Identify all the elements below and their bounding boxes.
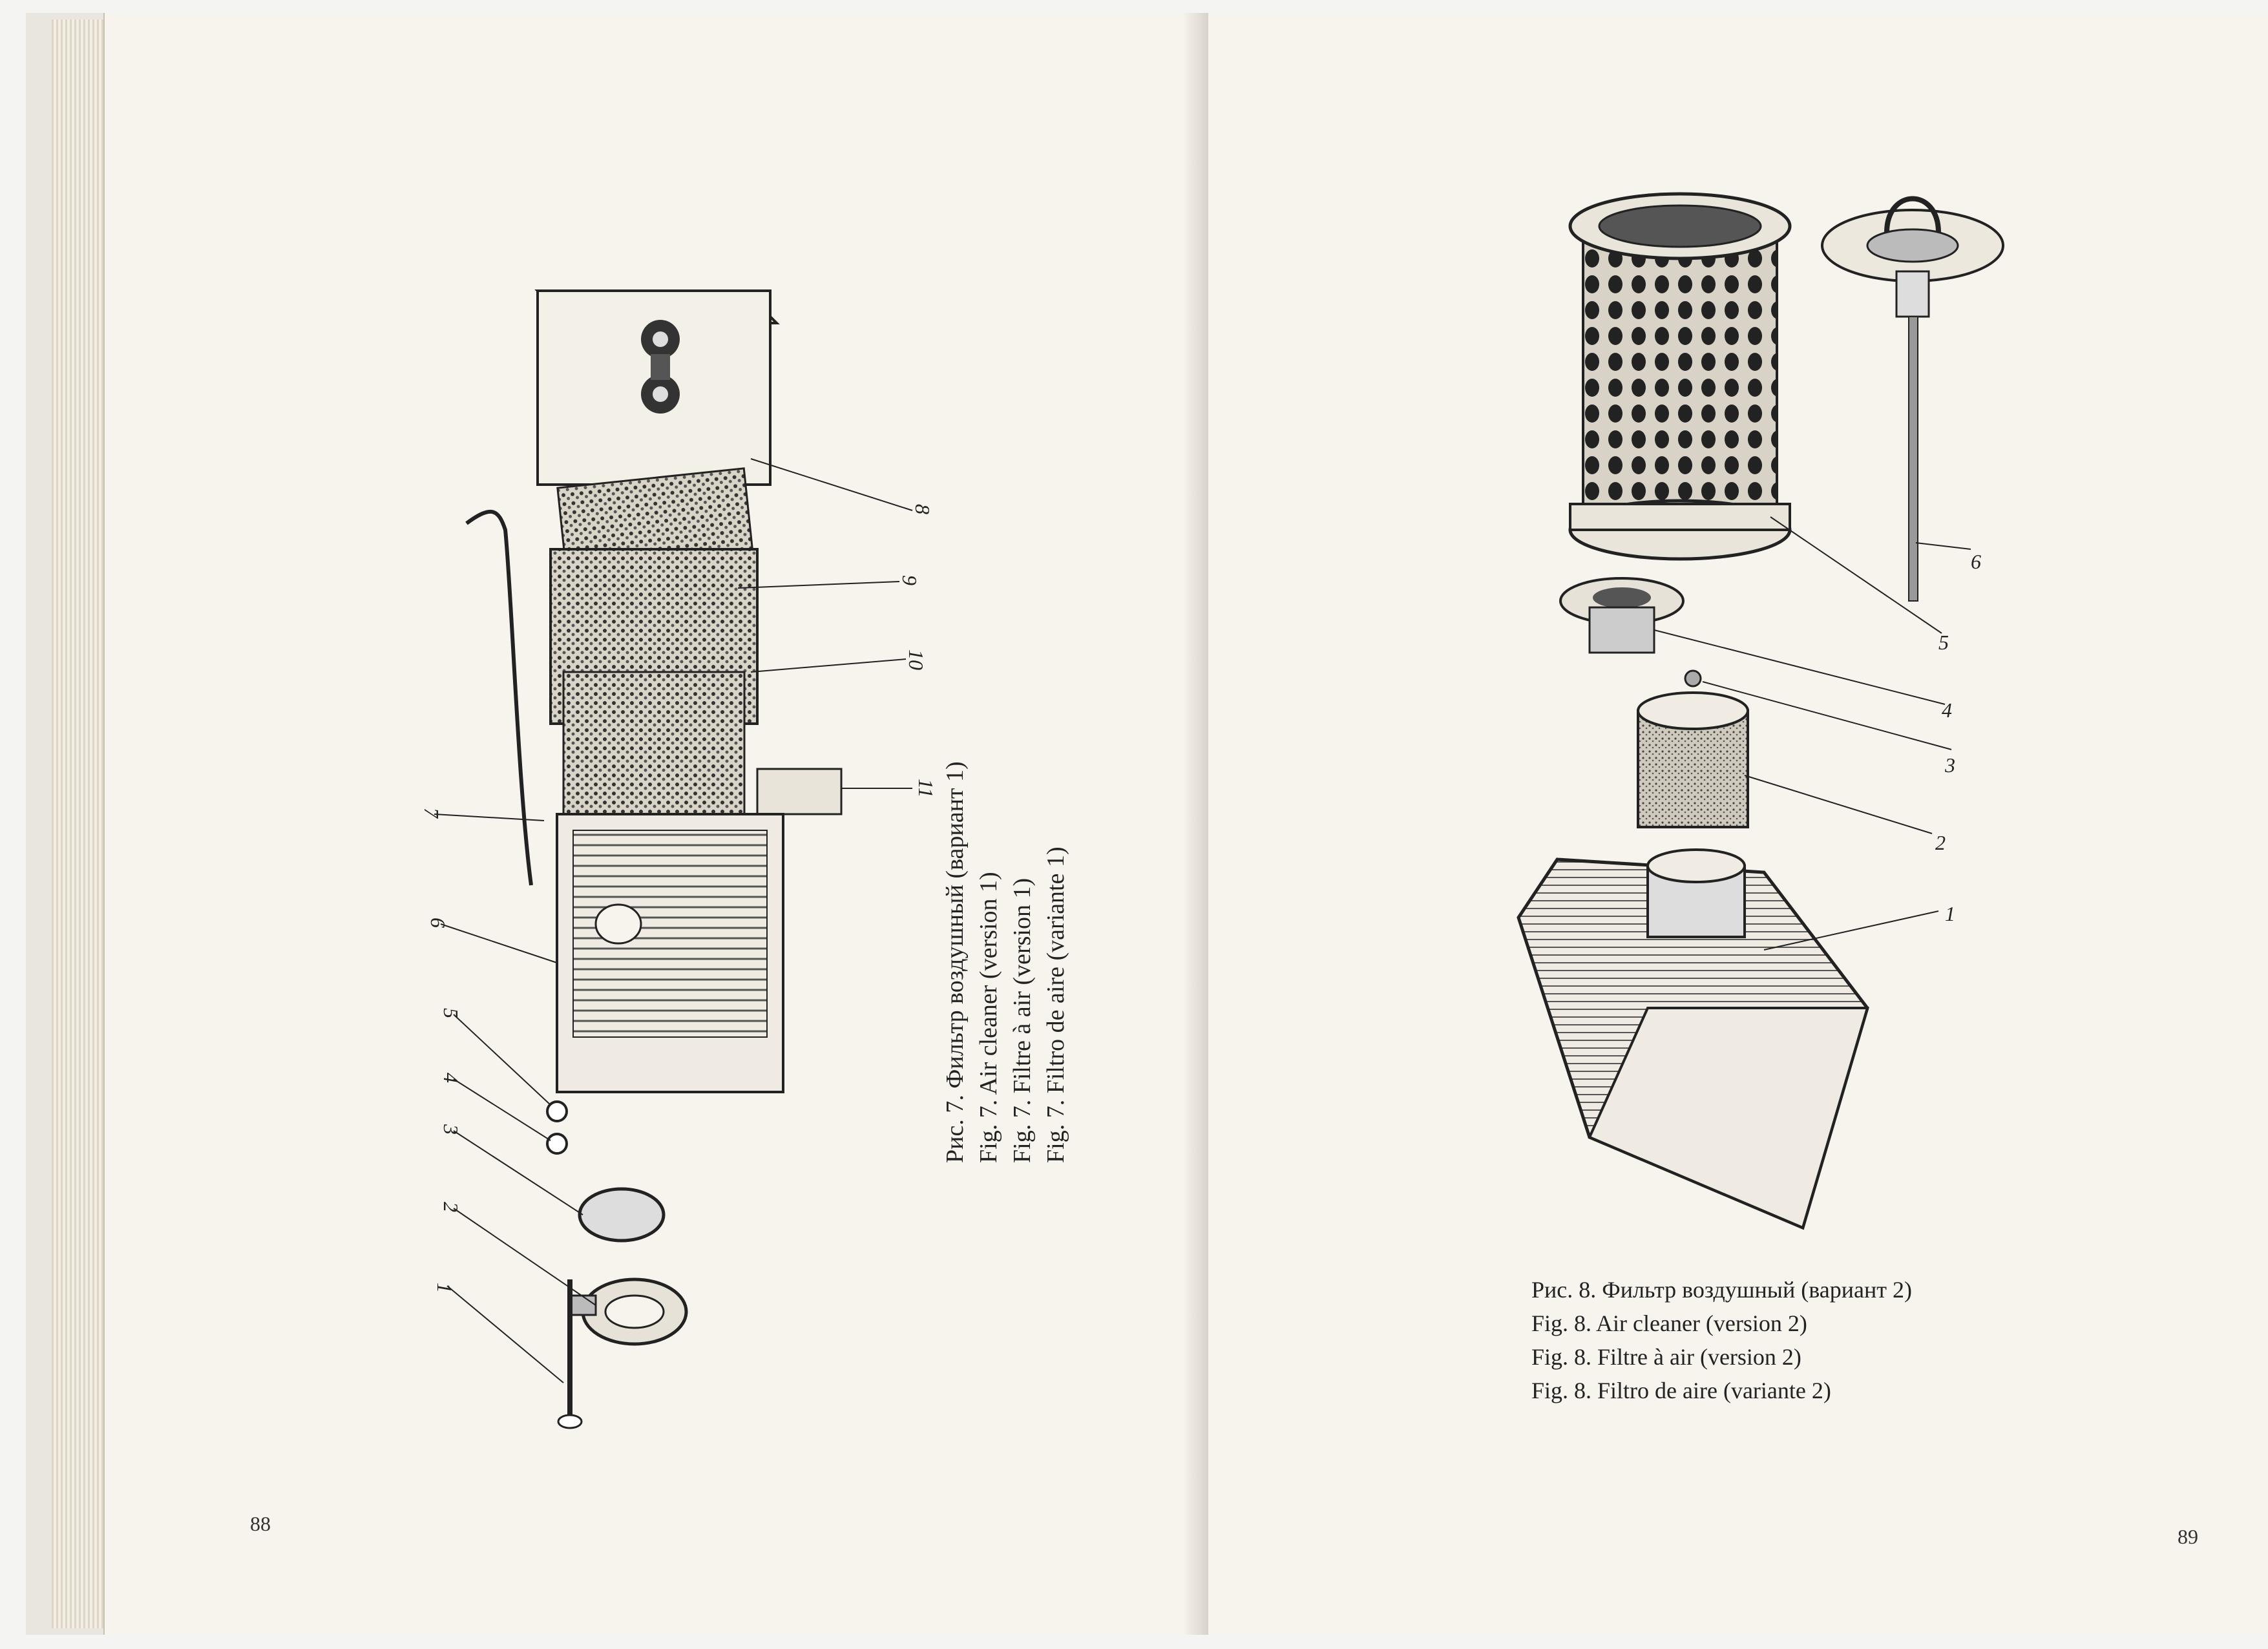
- fig8-label-1: 1: [1945, 902, 1955, 925]
- fig8-caption-ru: Рис. 8. Фильтр воздушный (вариант 2): [1531, 1277, 1912, 1303]
- part-2-sleeve: [1638, 693, 1748, 827]
- right-page: [1208, 13, 2268, 1635]
- fig8-caption-en: Fig. 8. Air cleaner (version 2): [1531, 1310, 1807, 1336]
- fig7-label-5: 5: [439, 1008, 463, 1018]
- fig8-label-4: 4: [1942, 698, 1952, 722]
- fig8-caption-es: Fig. 8. Filtro de aire (variante 2): [1531, 1378, 1831, 1403]
- fig7-label-3: 3: [439, 1124, 463, 1135]
- fig8-label-2: 2: [1935, 831, 1946, 854]
- fig8-caption: [1531, 1273, 1912, 1407]
- part-8-cover: [538, 291, 777, 485]
- part-11-bar: [757, 769, 841, 814]
- fig7-label-7: 7: [420, 808, 443, 818]
- left-page: [103, 13, 1210, 1635]
- part-4-washer: [547, 1134, 567, 1153]
- fig7-caption-es: Fig. 7. Filtro de aire (variante 1): [1042, 846, 1069, 1163]
- fig7-caption-en: Fig. 7. Air cleaner (version 1): [975, 872, 1002, 1163]
- fig7-label-11: 11: [914, 779, 938, 798]
- fig8-label-5: 5: [1938, 631, 1949, 654]
- fig8-caption-fr: Fig. 8. Filtre à air (version 2): [1531, 1344, 1801, 1370]
- fig7-label-10: 10: [905, 649, 928, 670]
- part-3-ring: [580, 1189, 664, 1241]
- part-4-flange: [1560, 578, 1683, 653]
- fig7-caption: [938, 761, 1073, 1163]
- part-6-lid-rod: [1822, 199, 2003, 602]
- fig8-label-3: 3: [1945, 753, 1955, 777]
- part-6-tray: [557, 814, 783, 1092]
- part-lower-foam: [563, 672, 744, 821]
- part-3-nut: [1685, 671, 1701, 686]
- fig7-label-1: 1: [433, 1283, 456, 1293]
- fig7-caption-ru: Рис. 7. Фильтр воздушный (вариант 1): [941, 761, 969, 1163]
- fig7-label-9: 9: [898, 575, 921, 585]
- part-5-perforated-cylinder: [1570, 194, 1790, 559]
- page-edges: [52, 19, 110, 1628]
- part-1-housing: [1518, 850, 1867, 1228]
- fig7-label-8: 8: [911, 504, 934, 514]
- fig7-label-6: 6: [426, 918, 450, 928]
- fig7-caption-fr: Fig. 7. Filtre à air (version 1): [1009, 877, 1036, 1163]
- page-number-right: 89: [2178, 1525, 2198, 1548]
- fig8-label-6: 6: [1971, 550, 1981, 573]
- book-spread: [26, 13, 2268, 1635]
- fig8-part-labels: [1935, 550, 1981, 925]
- page-number-left: 88: [250, 1512, 271, 1535]
- part-7-rod: [467, 512, 531, 885]
- fig7-label-2: 2: [439, 1202, 463, 1212]
- part-2-clamp: [570, 1279, 686, 1344]
- fig7-label-4: 4: [439, 1073, 463, 1083]
